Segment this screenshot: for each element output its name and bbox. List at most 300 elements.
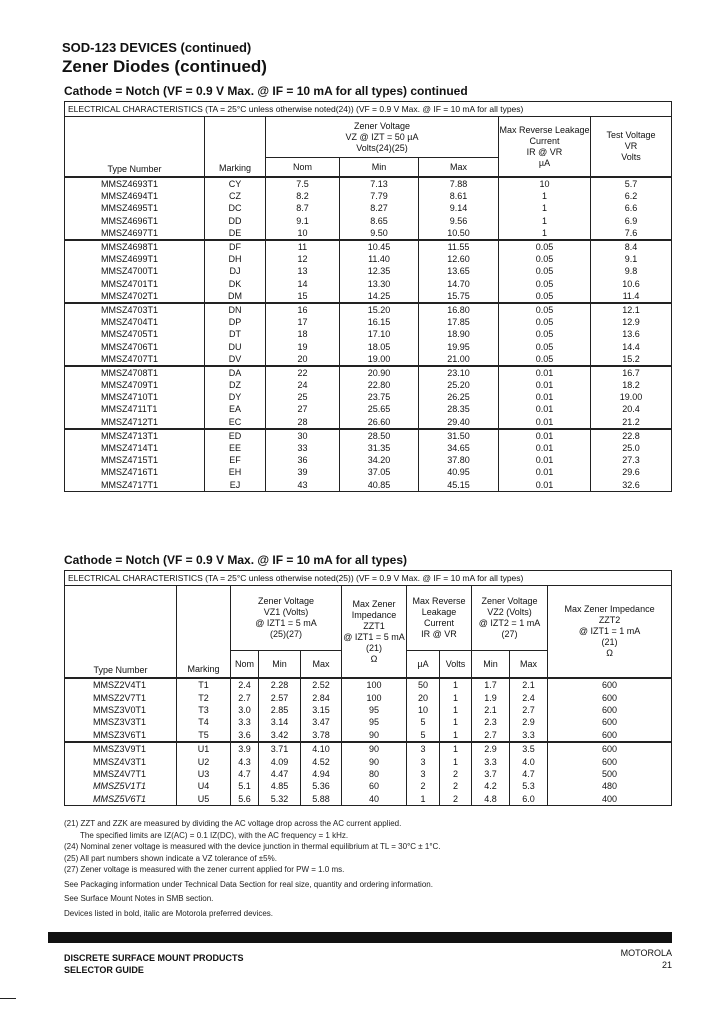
table-cell: DK: [205, 278, 266, 290]
table-cell: 2: [440, 768, 472, 780]
type-number: MMSZ4710T1: [65, 391, 205, 403]
footer-brand: MOTOROLA: [620, 948, 672, 958]
table-row: [65, 454, 672, 466]
table-cell: 0.01: [499, 391, 591, 403]
table-cell: T1: [177, 678, 231, 691]
table-cell: 1: [499, 202, 591, 214]
table-cell: 4.0: [510, 755, 548, 767]
table-cell: 20.4: [622, 404, 640, 415]
table-cell: 28.35: [419, 403, 499, 415]
table-cell: 1: [407, 793, 440, 806]
table-row: [65, 379, 672, 391]
type-number: MMSZ4706T1: [65, 340, 205, 352]
table-row: [65, 391, 672, 403]
table-cell: 2: [440, 793, 472, 806]
table-row: [65, 353, 672, 366]
footnote: See Surface Mount Notes in SMB section.: [64, 894, 214, 903]
table-cell: 95: [342, 716, 407, 728]
table-cell: 15.20: [340, 303, 419, 316]
table-cell: DU: [205, 340, 266, 352]
table-cell: 6.0: [510, 793, 548, 806]
table-cell: DN: [205, 303, 266, 316]
table-cell: 1.7: [472, 678, 510, 691]
table-cell: 0.01: [499, 366, 591, 379]
table-cell: 2.85: [259, 704, 301, 716]
table-row: [65, 403, 672, 415]
table-cell: 30: [266, 429, 340, 442]
zener-voltage-condition: VZ @ IZT = 50 µA: [345, 131, 419, 142]
type2-header: Type Number: [65, 586, 177, 679]
table-cell: 45.15: [419, 479, 499, 492]
table-cell: 8.7: [266, 202, 340, 214]
table-cell: DH: [205, 253, 266, 265]
table-cell: 24: [266, 379, 340, 391]
table-cell: 8.61: [419, 190, 499, 202]
zener-voltage-header: [266, 117, 499, 158]
type-number: MMSZ4711T1: [65, 403, 205, 415]
table-cell: 60: [342, 780, 407, 792]
table-cell: 480: [602, 781, 618, 792]
table-cell: 18.90: [419, 328, 499, 340]
table-cell: EJ: [205, 479, 266, 492]
table-cell: 15.2: [591, 353, 672, 366]
max-reverse-label: Max Reverse Leakage Current: [499, 124, 590, 146]
table-row: [65, 442, 672, 454]
table-cell: DT: [205, 328, 266, 340]
table-cell: 12.9: [622, 317, 640, 328]
table-cell: 11: [266, 240, 340, 253]
table-row: [65, 466, 672, 478]
table-cell: 50: [407, 678, 440, 691]
table-cell: 7.6: [591, 227, 672, 240]
min-header: Min: [340, 158, 419, 178]
zzt1-label: Max Zener Impedance: [351, 598, 397, 620]
table-cell: 13.65: [419, 265, 499, 277]
footnote: (21) ZZT and ZZK are measured by dividing the AC voltage drop across the AC current applied.: [64, 819, 402, 828]
table-row: [65, 265, 672, 277]
type-number: MMSZ3V6T1: [65, 729, 177, 742]
table-cell: 9.1: [624, 254, 638, 265]
table-cell: 10.50: [419, 227, 499, 240]
footnote: (27) Zener voltage is measured with the zener current applied for PW = 1.0 ms.: [64, 865, 345, 874]
table-row: [65, 704, 672, 716]
type-number: MMSZ4699T1: [65, 253, 205, 265]
table-cell: 7.5: [266, 177, 340, 190]
table-cell: 3: [407, 742, 440, 755]
zzt1-note: (21): [365, 642, 382, 653]
zener-voltage-label: Zener Voltage: [353, 120, 411, 131]
table-cell: 19.00: [619, 392, 643, 403]
footnotes: [64, 818, 441, 919]
table-cell: EC: [205, 416, 266, 429]
table-cell: 14.25: [340, 290, 419, 303]
table-cell: 16: [266, 303, 340, 316]
table-cell: 0.05: [499, 265, 591, 277]
table-cell: 25: [266, 391, 340, 403]
table-cell: 9.50: [340, 227, 419, 240]
table-cell: 7.13: [340, 177, 419, 190]
table-cell: 8.65: [340, 215, 419, 227]
table-cell: 29.40: [419, 416, 499, 429]
table-row: [65, 240, 672, 253]
table-cell: T3: [177, 704, 231, 716]
table-cell: 2.7: [231, 691, 259, 703]
table-cell: 4.8: [472, 793, 510, 806]
table-row: [65, 290, 672, 303]
type-number: MMSZ2V7T1: [65, 691, 177, 703]
table-cell: 12.60: [419, 253, 499, 265]
table-cell: 1: [440, 716, 472, 728]
table-cell: 16.7: [622, 367, 640, 378]
table-cell: EF: [205, 454, 266, 466]
table-cell: 11.40: [340, 253, 419, 265]
table-cell: 3.7: [472, 768, 510, 780]
table-cell: 400: [602, 793, 618, 804]
vz1-condition: @ IZT1 = 5 mA: [255, 618, 317, 628]
max-header: Max: [419, 158, 499, 178]
table-cell: 21.2: [591, 416, 672, 429]
table-cell: 10: [407, 704, 440, 716]
table-cell: 2.9: [472, 742, 510, 755]
table-row: [65, 278, 672, 290]
type-number: MMSZ4701T1: [65, 278, 205, 290]
type-number: MMSZ4713T1: [65, 429, 205, 442]
table-cell: 0.05: [499, 316, 591, 328]
table-cell: U1: [177, 742, 231, 755]
table-cell: 10.45: [340, 240, 419, 253]
footnote: Devices listed in bold, italic are Motorola preferred devices.: [64, 908, 273, 918]
table-cell: 3.42: [259, 729, 301, 742]
table-cell: 0.01: [499, 403, 591, 415]
table-cell: EA: [205, 403, 266, 415]
table-cell: 0.05: [499, 340, 591, 352]
type-number: MMSZ4717T1: [65, 479, 205, 492]
table-cell: 2.28: [259, 678, 301, 691]
type-number: MMSZ4700T1: [65, 265, 205, 277]
table-cell: 13.6: [622, 329, 640, 340]
table-cell: DV: [205, 353, 266, 366]
footnote: (24) Nominal zener voltage is measured with the device junction in thermal equilibrium at TL = 30°C ± 1°C.: [64, 842, 441, 851]
footnote: The specified limits are IZ(AC) = 0.1 IZ(DC), with the AC frequency = 1 kHz.: [80, 830, 349, 840]
volts-header: Volts: [440, 651, 472, 679]
zzt1-header: [342, 586, 407, 679]
table-cell: 90: [342, 755, 407, 767]
table-cell: 40: [342, 793, 407, 806]
table-cell: 23.10: [419, 366, 499, 379]
table-cell: U3: [177, 768, 231, 780]
table-cell: 22.8: [622, 430, 640, 441]
table-cell: 0.05: [499, 328, 591, 340]
table-cell: 3.47: [301, 716, 342, 728]
table-cell: 2: [440, 780, 472, 792]
marking-header: Marking: [205, 117, 266, 178]
type-number: MMSZ3V9T1: [65, 742, 177, 755]
table-cell: 600: [602, 680, 618, 691]
table-cell: 29.6: [622, 467, 640, 478]
vz2-max-header: Max: [510, 651, 548, 679]
page-number: 21: [661, 960, 672, 970]
table-cell: 25.20: [419, 379, 499, 391]
table-cell: 13: [266, 265, 340, 277]
vz1-label: Zener Voltage: [257, 596, 315, 606]
type-number: MMSZ2V4T1: [65, 678, 177, 691]
table-cell: 1: [440, 704, 472, 716]
table-cell: 500: [602, 768, 618, 779]
zzt1-symbol: ZZT1: [363, 620, 385, 631]
table-row: [65, 253, 672, 265]
table-cell: 14: [266, 278, 340, 290]
table-cell: 8.4: [624, 242, 638, 253]
type-number: MMSZ4715T1: [65, 454, 205, 466]
type-number: MMSZ4702T1: [65, 290, 205, 303]
zzt2-note: (21): [601, 637, 618, 647]
table-cell: 600: [548, 729, 672, 742]
table-cell: 4.09: [259, 755, 301, 767]
table-cell: 22: [266, 366, 340, 379]
cathode-heading-2: Cathode = Notch (VF = 0.9 V Max. @ IF = 10 mA for all types): [64, 553, 408, 567]
table-cell: EH: [205, 466, 266, 478]
type-number: MMSZ5V1T1: [65, 780, 177, 792]
table-cell: 34.65: [419, 442, 499, 454]
table-cell: 40.85: [340, 479, 419, 492]
table-cell: 9.56: [419, 215, 499, 227]
table-row: [65, 768, 672, 780]
table-cell: 4.7: [231, 768, 259, 780]
table-cell: 3.0: [231, 704, 259, 716]
table-cell: 3.14: [259, 716, 301, 728]
table-cell: U2: [177, 755, 231, 767]
table-cell: 12: [266, 253, 340, 265]
table-cell: 20.90: [340, 366, 419, 379]
zzt2-symbol: ZZT2: [598, 615, 621, 625]
table-cell: DE: [205, 227, 266, 240]
type-number: MMSZ4698T1: [65, 240, 205, 253]
table-cell: 6.9: [624, 215, 638, 226]
table-cell: 25.65: [340, 403, 419, 415]
table-cell: 7.88: [419, 177, 499, 190]
table-cell: 36: [266, 454, 340, 466]
table-cell: 40.95: [419, 466, 499, 478]
table-cell: DD: [205, 215, 266, 227]
table-cell: 0.05: [499, 353, 591, 366]
type-number: MMSZ4693T1: [65, 177, 205, 190]
table-cell: 4.2: [472, 780, 510, 792]
table-row: [65, 429, 672, 442]
table-row: [65, 416, 672, 429]
table-row: [65, 227, 672, 240]
table-cell: 3.6: [231, 729, 259, 742]
table-row: [65, 215, 672, 227]
table-cell: 5.32: [259, 793, 301, 806]
table-row: [65, 479, 672, 492]
type-number: MMSZ4696T1: [65, 215, 205, 227]
table-cell: 1: [440, 678, 472, 691]
table-row: [65, 202, 672, 214]
table-cell: 0.01: [499, 454, 591, 466]
table-cell: 34.20: [340, 454, 419, 466]
table-cell: 0.01: [499, 442, 591, 454]
table-row: [65, 328, 672, 340]
table-cell: 18: [266, 328, 340, 340]
test-voltage-units: Volts: [621, 152, 641, 162]
table-cell: 3.78: [301, 729, 342, 742]
table-cell: 20: [407, 691, 440, 703]
table-cell: 2.57: [259, 691, 301, 703]
test-voltage-header: [591, 117, 672, 178]
table-cell: 100: [342, 678, 407, 691]
zzt1-units: Ω: [370, 653, 378, 664]
type-number: MMSZ4704T1: [65, 316, 205, 328]
table-cell: 600: [602, 744, 618, 755]
table-cell: 22.80: [340, 379, 419, 391]
table-cell: EE: [205, 442, 266, 454]
electrical-characteristics-1: ELECTRICAL CHARACTERISTICS (TA = 25°C unless otherwise noted(24)) (VF = 0.9 V Max. @ IF = 10 mA for all types): [65, 102, 672, 117]
cathode-heading-1: Cathode = Notch (VF = 0.9 V Max. @ IF = 10 mA for all types) continued: [64, 84, 468, 98]
vz2-label: Zener Voltage: [481, 596, 538, 606]
type-number: MMSZ4V3T1: [65, 755, 177, 767]
footer-product-line: DISCRETE SURFACE MOUNT PRODUCTS: [64, 953, 244, 963]
table-cell: 4.85: [259, 780, 301, 792]
vz1-header: [231, 586, 342, 651]
table-cell: 600: [602, 692, 618, 703]
table-cell: CZ: [205, 190, 266, 202]
table-cell: 6.2: [624, 191, 638, 202]
leakage2-header: [407, 586, 472, 651]
table-cell: 15: [266, 290, 340, 303]
footer-bar: [48, 932, 672, 943]
table-cell: 32.6: [622, 479, 640, 490]
test-voltage-label: Test Voltage: [606, 130, 656, 140]
table-cell: DJ: [205, 265, 266, 277]
zzt1-condition: @ IZT1 = 5 mA: [343, 631, 405, 642]
table-cell: 2.1: [472, 704, 510, 716]
table-cell: T5: [177, 729, 231, 742]
leakage2-condition: IR @ VR: [421, 629, 457, 639]
table-cell: 1: [440, 755, 472, 767]
type-number: MMSZ4V7T1: [65, 768, 177, 780]
min2-header: Min: [259, 651, 301, 679]
table-cell: 3: [407, 755, 440, 767]
table-cell: T4: [177, 716, 231, 728]
nom2-header: Nom: [231, 651, 259, 679]
table-cell: 0.01: [499, 379, 591, 391]
type-number: MMSZ4714T1: [65, 442, 205, 454]
table-cell: 19.00: [340, 353, 419, 366]
zzt2-units: Ω: [606, 648, 613, 658]
type-number: MMSZ4694T1: [65, 190, 205, 202]
table-cell: ED: [205, 429, 266, 442]
table-cell: T2: [177, 691, 231, 703]
table-row: [65, 678, 672, 691]
zzt2-header: [548, 586, 672, 679]
table-row: [65, 691, 672, 703]
leakage2-label: Max Reverse Leakage Current: [412, 596, 466, 628]
table-cell: 9.14: [419, 202, 499, 214]
table-cell: 3: [407, 768, 440, 780]
table-cell: 95: [342, 704, 407, 716]
table-cell: 13.30: [340, 278, 419, 290]
table-cell: 1: [440, 691, 472, 703]
table-cell: 6.6: [624, 203, 638, 214]
table-cell: DP: [205, 316, 266, 328]
vz1-notes: (25)(27): [269, 629, 302, 639]
table-cell: 4.10: [301, 742, 342, 755]
type-number: MMSZ4709T1: [65, 379, 205, 391]
table-row: [65, 742, 672, 755]
table-cell: 19.95: [419, 340, 499, 352]
zener-table-1: [64, 101, 672, 492]
table-row: [65, 340, 672, 352]
table-cell: 11.4: [591, 290, 672, 303]
table-cell: 0.01: [499, 416, 591, 429]
max-reverse-condition: IR @ VR: [526, 146, 563, 157]
zzt2-label: Max Zener Impedance: [564, 604, 655, 614]
table-cell: 3.3: [231, 716, 259, 728]
table-cell: 5.88: [301, 793, 342, 806]
table-cell: DM: [205, 290, 266, 303]
table-cell: 4.94: [301, 768, 342, 780]
footnote: See Packaging information under Technical Data Section for real size, quantity and ordering information.: [64, 879, 433, 889]
vz2-header: [472, 586, 548, 651]
table-cell: 5.3: [510, 780, 548, 792]
type-number: MMSZ4712T1: [65, 416, 205, 429]
table-cell: 1: [440, 742, 472, 755]
footer-right: [621, 947, 672, 971]
type-number: MMSZ3V0T1: [65, 704, 177, 716]
vz1-symbol: VZ1 (Volts): [263, 607, 309, 617]
table-cell: 0.01: [499, 466, 591, 478]
table-cell: 10: [266, 227, 340, 240]
crop-mark: [0, 998, 16, 999]
table-cell: 2: [407, 780, 440, 792]
type-number: MMSZ4703T1: [65, 303, 205, 316]
table-row: [65, 366, 672, 379]
table-cell: 5.7: [624, 179, 638, 190]
footer-left: [64, 952, 244, 976]
table-cell: 2.9: [510, 716, 548, 728]
table-cell: 2.4: [231, 678, 259, 691]
table-cell: 4.52: [301, 755, 342, 767]
table-cell: 600: [602, 756, 618, 767]
table-cell: 3.3: [472, 755, 510, 767]
table-cell: 3.71: [259, 742, 301, 755]
table-cell: 18.05: [340, 340, 419, 352]
table-cell: 14.4: [622, 341, 640, 352]
type-number: MMSZ3V3T1: [65, 716, 177, 728]
table-cell: 0.01: [499, 479, 591, 492]
table-cell: 0.05: [499, 240, 591, 253]
table-cell: 37.05: [340, 466, 419, 478]
electrical-characteristics-2: ELECTRICAL CHARACTERISTICS (TA = 25°C unless otherwise noted(25)) (VF = 0.9 V Max. @ IF = 10 mA for all types): [65, 571, 672, 586]
table-cell: 17.85: [419, 316, 499, 328]
table-cell: 3.15: [301, 704, 342, 716]
type-number: MMSZ4705T1: [65, 328, 205, 340]
table-cell: 0.05: [499, 303, 591, 316]
table-cell: 0.01: [499, 429, 591, 442]
type-number: MMSZ4697T1: [65, 227, 205, 240]
table-row: [65, 780, 672, 792]
table-cell: DA: [205, 366, 266, 379]
page-title: Zener Diodes (continued): [62, 57, 267, 76]
table-cell: 19: [266, 340, 340, 352]
vz2-note: (27): [501, 629, 518, 639]
table-cell: DF: [205, 240, 266, 253]
table-cell: U5: [177, 793, 231, 806]
table-row: [65, 316, 672, 328]
table-cell: 0.05: [499, 278, 591, 290]
table-cell: 26.60: [340, 416, 419, 429]
table-cell: CY: [205, 177, 266, 190]
